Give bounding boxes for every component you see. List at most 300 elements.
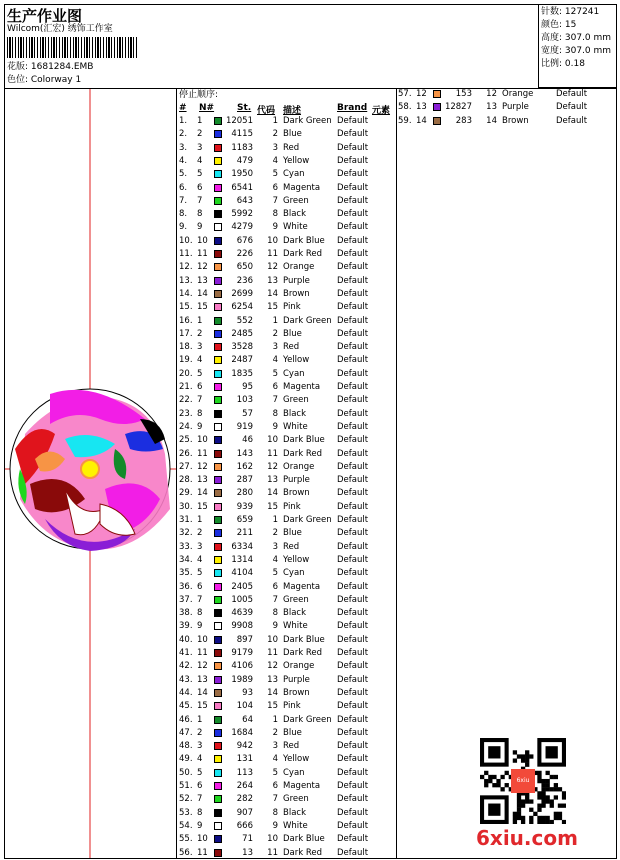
color-swatch [214, 676, 222, 684]
color-description: Green [283, 195, 309, 206]
color-code: 1 [272, 714, 278, 725]
color-swatch [214, 290, 222, 298]
color-swatch [214, 277, 222, 285]
brand-name: Default [337, 235, 369, 246]
color-code: 14 [486, 115, 497, 126]
color-code: 12 [267, 461, 278, 472]
stitch-count: 282 [236, 794, 253, 805]
brand-name: Default [337, 754, 369, 765]
stitch-count: 919 [236, 421, 253, 432]
stitch-count: 1684 [231, 727, 253, 738]
color-code: 15 [267, 501, 278, 512]
color-swatch [214, 609, 222, 617]
stitch-count: 264 [236, 781, 253, 791]
stop-seq: 47. [179, 727, 193, 738]
color-description: Cyan [283, 767, 305, 778]
color-code: 1 [272, 515, 278, 525]
color-swatch [214, 649, 222, 657]
needle-number: 2 [197, 328, 203, 339]
stitch-count: 104 [236, 701, 253, 712]
stitch-count: 287 [236, 475, 253, 486]
color-code: 5 [272, 568, 278, 579]
needle-number: 3 [197, 342, 203, 353]
stitch-count: 907 [236, 807, 253, 818]
color-description: Black [283, 209, 306, 220]
color-code: 14 [267, 488, 278, 499]
color-swatch [214, 396, 222, 404]
brand-name: Default [337, 368, 369, 379]
color-code: 10 [267, 435, 278, 446]
color-description: Red [283, 741, 300, 752]
color-description: Blue [283, 528, 302, 539]
brand-name: Default [337, 461, 369, 472]
needle-number: 9 [197, 820, 203, 831]
needle-number: 7 [197, 195, 203, 206]
color-description: Yellow [283, 355, 310, 366]
color-swatch [214, 450, 222, 458]
stitch-count: 643 [236, 195, 253, 206]
brand-name: Default [337, 142, 369, 153]
needle-number: 1 [197, 116, 203, 126]
stitch-count: 666 [236, 820, 253, 831]
needle-number: 4 [197, 155, 203, 166]
color-swatch [214, 370, 222, 378]
color-description: Green [283, 794, 309, 805]
color-code: 2 [272, 727, 278, 738]
brand-name: Default [337, 395, 369, 406]
color-code: 3 [272, 741, 278, 752]
stitch-count: 153 [455, 89, 472, 99]
color-swatch [433, 103, 441, 111]
needle-number: 11 [197, 249, 208, 259]
stop-seq: 20. [179, 368, 193, 379]
color-code: 11 [267, 448, 278, 459]
stitch-count: 479 [236, 155, 253, 166]
barcode [7, 37, 137, 58]
color-code: 1 [272, 116, 278, 126]
color-swatch [214, 476, 222, 484]
stitch-count: 1183 [231, 142, 253, 153]
brand-name: Default [337, 315, 369, 326]
color-code: 4 [272, 554, 278, 565]
stop-seq: 8. [179, 209, 188, 220]
color-description: Dark Green [283, 515, 332, 525]
color-code: 14 [267, 288, 278, 299]
stitch-count: 103 [236, 395, 253, 406]
color-code: 4 [272, 355, 278, 366]
stop-seq: 33. [179, 541, 193, 552]
company-name: Wilcom(汇宏) 绣饰工作室 [7, 24, 113, 34]
color-swatch [214, 716, 222, 724]
stop-seq: 17. [179, 328, 193, 339]
stop-seq: 16. [179, 315, 193, 326]
needle-number: 10 [197, 435, 208, 446]
color-swatch [214, 689, 222, 697]
color-description: Magenta [283, 581, 321, 592]
needle-number: 11 [197, 448, 208, 459]
stitch-count: 71 [242, 834, 253, 845]
qr-code [480, 738, 566, 824]
needle-number: 8 [197, 209, 203, 220]
color-code: 12 [486, 89, 497, 99]
needle-number: 13 [197, 674, 208, 685]
color-code: 8 [272, 408, 278, 419]
brand-name: Default [337, 568, 369, 579]
color-description: Dark Red [283, 648, 323, 658]
stop-seq: 51. [179, 781, 193, 791]
col-header-brand: Brand [337, 103, 368, 113]
needle-number: 4 [197, 355, 203, 366]
brand-name: Default [337, 714, 369, 725]
stitch-count: 6541 [231, 182, 253, 193]
stop-seq: 53. [179, 807, 193, 818]
color-code: 10 [267, 634, 278, 645]
color-code: 10 [267, 235, 278, 246]
design-preview [5, 89, 176, 858]
stop-seq: 45. [179, 701, 193, 712]
stop-seq: 9. [179, 222, 188, 233]
stitch-count: 226 [236, 249, 253, 259]
stop-seq: 35. [179, 568, 193, 579]
stop-seq: 2. [179, 129, 188, 140]
brand-name: Default [337, 621, 369, 632]
stitch-count: 2485 [231, 328, 253, 339]
needle-number: 8 [197, 608, 203, 619]
col-header-stitches: St. [237, 103, 252, 113]
color-swatch [214, 210, 222, 218]
brand-name: Default [337, 528, 369, 539]
stop-seq: 44. [179, 687, 193, 698]
col-header-desc: 描述 [283, 106, 302, 116]
color-description: Dark Blue [283, 435, 325, 446]
needle-number: 3 [197, 741, 203, 752]
color-code: 11 [267, 847, 278, 858]
color-code: 13 [267, 275, 278, 286]
color-swatch [214, 250, 222, 258]
color-description: Magenta [283, 781, 321, 791]
needle-number: 2 [197, 528, 203, 539]
color-description: Green [283, 594, 309, 605]
stop-seq: 5. [179, 169, 188, 180]
spec-width: 宽度: 307.0 mm [541, 46, 612, 56]
color-swatch [214, 636, 222, 644]
color-swatch [214, 795, 222, 803]
color-code: 4 [272, 155, 278, 166]
stitch-count: 12827 [444, 102, 472, 113]
needle-number: 1 [197, 515, 203, 525]
stitch-count: 897 [236, 634, 253, 645]
stop-seq: 21. [179, 382, 193, 392]
needle-number: 10 [197, 634, 208, 645]
col-header-code: 代码 [257, 106, 276, 116]
stitch-count: 9179 [231, 648, 253, 658]
needle-number: 3 [197, 142, 203, 153]
color-swatch [214, 170, 222, 178]
stop-seq: 3. [179, 142, 188, 153]
stitch-count: 676 [236, 235, 253, 246]
stop-seq: 25. [179, 435, 193, 446]
color-description: Blue [283, 328, 302, 339]
color-swatch [214, 383, 222, 391]
color-description: Red [283, 541, 300, 552]
color-description: Orange [283, 661, 315, 672]
qr-stamp: 6xiu [511, 769, 535, 793]
color-description: Dark Red [283, 448, 323, 459]
stop-seq: 13. [179, 275, 193, 286]
color-code: 12 [267, 262, 278, 273]
stop-seq: 34. [179, 554, 193, 565]
needle-number: 15 [197, 501, 208, 512]
color-code: 4 [272, 754, 278, 765]
stitch-count: 4279 [231, 222, 253, 233]
brand-name: Default [337, 421, 369, 432]
page-title: 生产作业图 [7, 7, 83, 25]
color-swatch [214, 849, 222, 857]
brand-name: Default [337, 328, 369, 339]
color-swatch [214, 835, 222, 843]
brand-name: Default [337, 608, 369, 619]
needle-number: 5 [197, 568, 203, 579]
needle-number: 12 [197, 461, 208, 472]
color-swatch [214, 330, 222, 338]
color-code: 1 [272, 315, 278, 326]
color-swatch [433, 90, 441, 98]
color-code: 7 [272, 594, 278, 605]
color-swatch [214, 503, 222, 511]
divider-left [176, 88, 177, 859]
color-description: Brown [283, 687, 310, 698]
stop-seq: 24. [179, 421, 193, 432]
stitch-count: 13 [242, 847, 253, 858]
color-swatch [214, 622, 222, 630]
stop-seq: 7. [179, 195, 188, 206]
stitch-count: 4104 [231, 568, 253, 579]
stop-seq: 43. [179, 674, 193, 685]
stop-seq: 22. [179, 395, 193, 406]
design-file-label: 花版: 1681284.EMB [7, 62, 94, 72]
stitch-count: 46 [242, 435, 253, 446]
stop-seq: 42. [179, 661, 193, 672]
color-swatch [214, 809, 222, 817]
color-description: Dark Red [283, 847, 323, 858]
stop-seq: 52. [179, 794, 193, 805]
color-swatch [214, 423, 222, 431]
stop-seq: 46. [179, 714, 193, 725]
brand-name: Default [337, 288, 369, 299]
brand-name: Default [337, 355, 369, 366]
divider-right [396, 88, 397, 859]
color-description: Magenta [283, 182, 321, 193]
color-code: 11 [267, 648, 278, 658]
stop-seq: 38. [179, 608, 193, 619]
brand-name: Default [337, 701, 369, 712]
color-code: 5 [272, 767, 278, 778]
brand-name: Default [337, 155, 369, 166]
brand-name: Default [337, 661, 369, 672]
stop-seq: 41. [179, 648, 193, 658]
color-code: 8 [272, 608, 278, 619]
brand-name: Default [337, 807, 369, 818]
color-code: 11 [267, 249, 278, 259]
color-code: 7 [272, 195, 278, 206]
color-description: Purple [283, 475, 310, 486]
color-swatch [214, 117, 222, 125]
color-swatch [214, 157, 222, 165]
color-description: White [283, 421, 308, 432]
color-description: Purple [283, 275, 310, 286]
needle-number: 7 [197, 794, 203, 805]
brand-name: Default [337, 648, 369, 658]
stitch-count: 939 [236, 501, 253, 512]
brand-name: Default [337, 794, 369, 805]
color-swatch [214, 223, 222, 231]
color-swatch [214, 436, 222, 444]
stop-seq: 29. [179, 488, 193, 499]
color-description: White [283, 820, 308, 831]
color-description: Black [283, 608, 306, 619]
color-swatch [214, 516, 222, 524]
stitch-count: 143 [236, 448, 253, 459]
needle-number: 5 [197, 368, 203, 379]
stitch-count: 2405 [231, 581, 253, 592]
color-description: Pink [283, 501, 301, 512]
stitch-count: 2699 [231, 288, 253, 299]
stitch-count: 64 [242, 714, 253, 725]
stop-seq: 12. [179, 262, 193, 273]
stitch-count: 6334 [231, 541, 253, 552]
needle-number: 14 [197, 488, 208, 499]
stop-seq: 39. [179, 621, 193, 632]
color-code: 2 [272, 328, 278, 339]
stop-seq: 19. [179, 355, 193, 366]
color-code: 6 [272, 382, 278, 392]
color-swatch [214, 343, 222, 351]
brand-name: Default [337, 262, 369, 273]
color-code: 8 [272, 209, 278, 220]
brand-name: Default [337, 488, 369, 499]
needle-number: 5 [197, 767, 203, 778]
brand-name: Default [337, 820, 369, 831]
stop-seq: 10. [179, 235, 193, 246]
needle-number: 6 [197, 581, 203, 592]
stitch-count: 942 [236, 741, 253, 752]
color-code: 5 [272, 169, 278, 180]
brand-name: Default [337, 767, 369, 778]
brand-name: Default [337, 674, 369, 685]
stitch-count: 2487 [231, 355, 253, 366]
brand-name: Default [337, 687, 369, 698]
stop-seq: 40. [179, 634, 193, 645]
stop-seq: 28. [179, 475, 193, 486]
needle-number: 15 [197, 701, 208, 712]
color-description: Blue [283, 129, 302, 140]
color-swatch [214, 543, 222, 551]
needle-number: 15 [197, 302, 208, 313]
needle-number: 7 [197, 594, 203, 605]
needle-number: 12 [416, 89, 427, 99]
brand-name: Default [337, 554, 369, 565]
needle-number: 6 [197, 781, 203, 791]
brand-name: Default [337, 741, 369, 752]
color-swatch [214, 184, 222, 192]
color-code: 15 [267, 701, 278, 712]
brand-name: Default [337, 594, 369, 605]
color-swatch [214, 317, 222, 325]
color-swatch [214, 556, 222, 564]
needle-number: 6 [197, 182, 203, 193]
needle-number: 2 [197, 129, 203, 140]
color-description: Orange [283, 262, 315, 273]
color-swatch [214, 769, 222, 777]
color-code: 10 [267, 834, 278, 845]
stop-seq: 50. [179, 767, 193, 778]
color-code: 13 [486, 102, 497, 113]
brand-name: Default [337, 515, 369, 525]
stitch-count: 12051 [225, 116, 253, 126]
color-description: White [283, 222, 308, 233]
brand-name: Default [337, 847, 369, 858]
brand-name: Default [556, 115, 588, 126]
stitch-count: 4639 [231, 608, 253, 619]
color-description: Purple [502, 102, 529, 113]
brand-name: Default [337, 209, 369, 220]
color-code: 3 [272, 342, 278, 353]
color-description: White [283, 621, 308, 632]
color-description: Pink [283, 302, 301, 313]
col-header-element: 元素 [372, 106, 391, 116]
color-description: Dark Green [283, 116, 332, 126]
color-description: Black [283, 408, 306, 419]
needle-number: 13 [197, 475, 208, 486]
color-swatch [214, 755, 222, 763]
color-swatch [214, 197, 222, 205]
color-code: 2 [272, 528, 278, 539]
color-description: Dark Green [283, 714, 332, 725]
color-code: 3 [272, 541, 278, 552]
brand-name: Default [337, 116, 369, 126]
brand-name: Default [337, 448, 369, 459]
stitch-count: 659 [236, 515, 253, 525]
stop-seq: 49. [179, 754, 193, 765]
stitch-count: 4106 [231, 661, 253, 672]
stitch-count: 9908 [231, 621, 253, 632]
color-description: Yellow [283, 754, 310, 765]
color-description: Dark Blue [283, 634, 325, 645]
color-code: 7 [272, 395, 278, 406]
color-code: 7 [272, 794, 278, 805]
color-description: Yellow [283, 155, 310, 166]
brand-name: Default [337, 541, 369, 552]
color-swatch [214, 782, 222, 790]
color-swatch [214, 822, 222, 830]
color-code: 15 [267, 302, 278, 313]
stop-seq: 15. [179, 302, 193, 313]
color-swatch [214, 303, 222, 311]
brand-name: Default [337, 342, 369, 353]
stop-seq: 56. [179, 847, 193, 858]
stitch-count: 93 [242, 687, 253, 698]
color-swatch [214, 237, 222, 245]
color-description: Dark Red [283, 249, 323, 259]
needle-number: 13 [416, 102, 427, 113]
brand-name: Default [337, 169, 369, 180]
brand-name: Default [337, 475, 369, 486]
needle-number: 12 [197, 262, 208, 273]
stop-seq: 1. [179, 116, 188, 126]
stop-seq: 48. [179, 741, 193, 752]
brand-name: Default [337, 408, 369, 419]
stitch-count: 280 [236, 488, 253, 499]
